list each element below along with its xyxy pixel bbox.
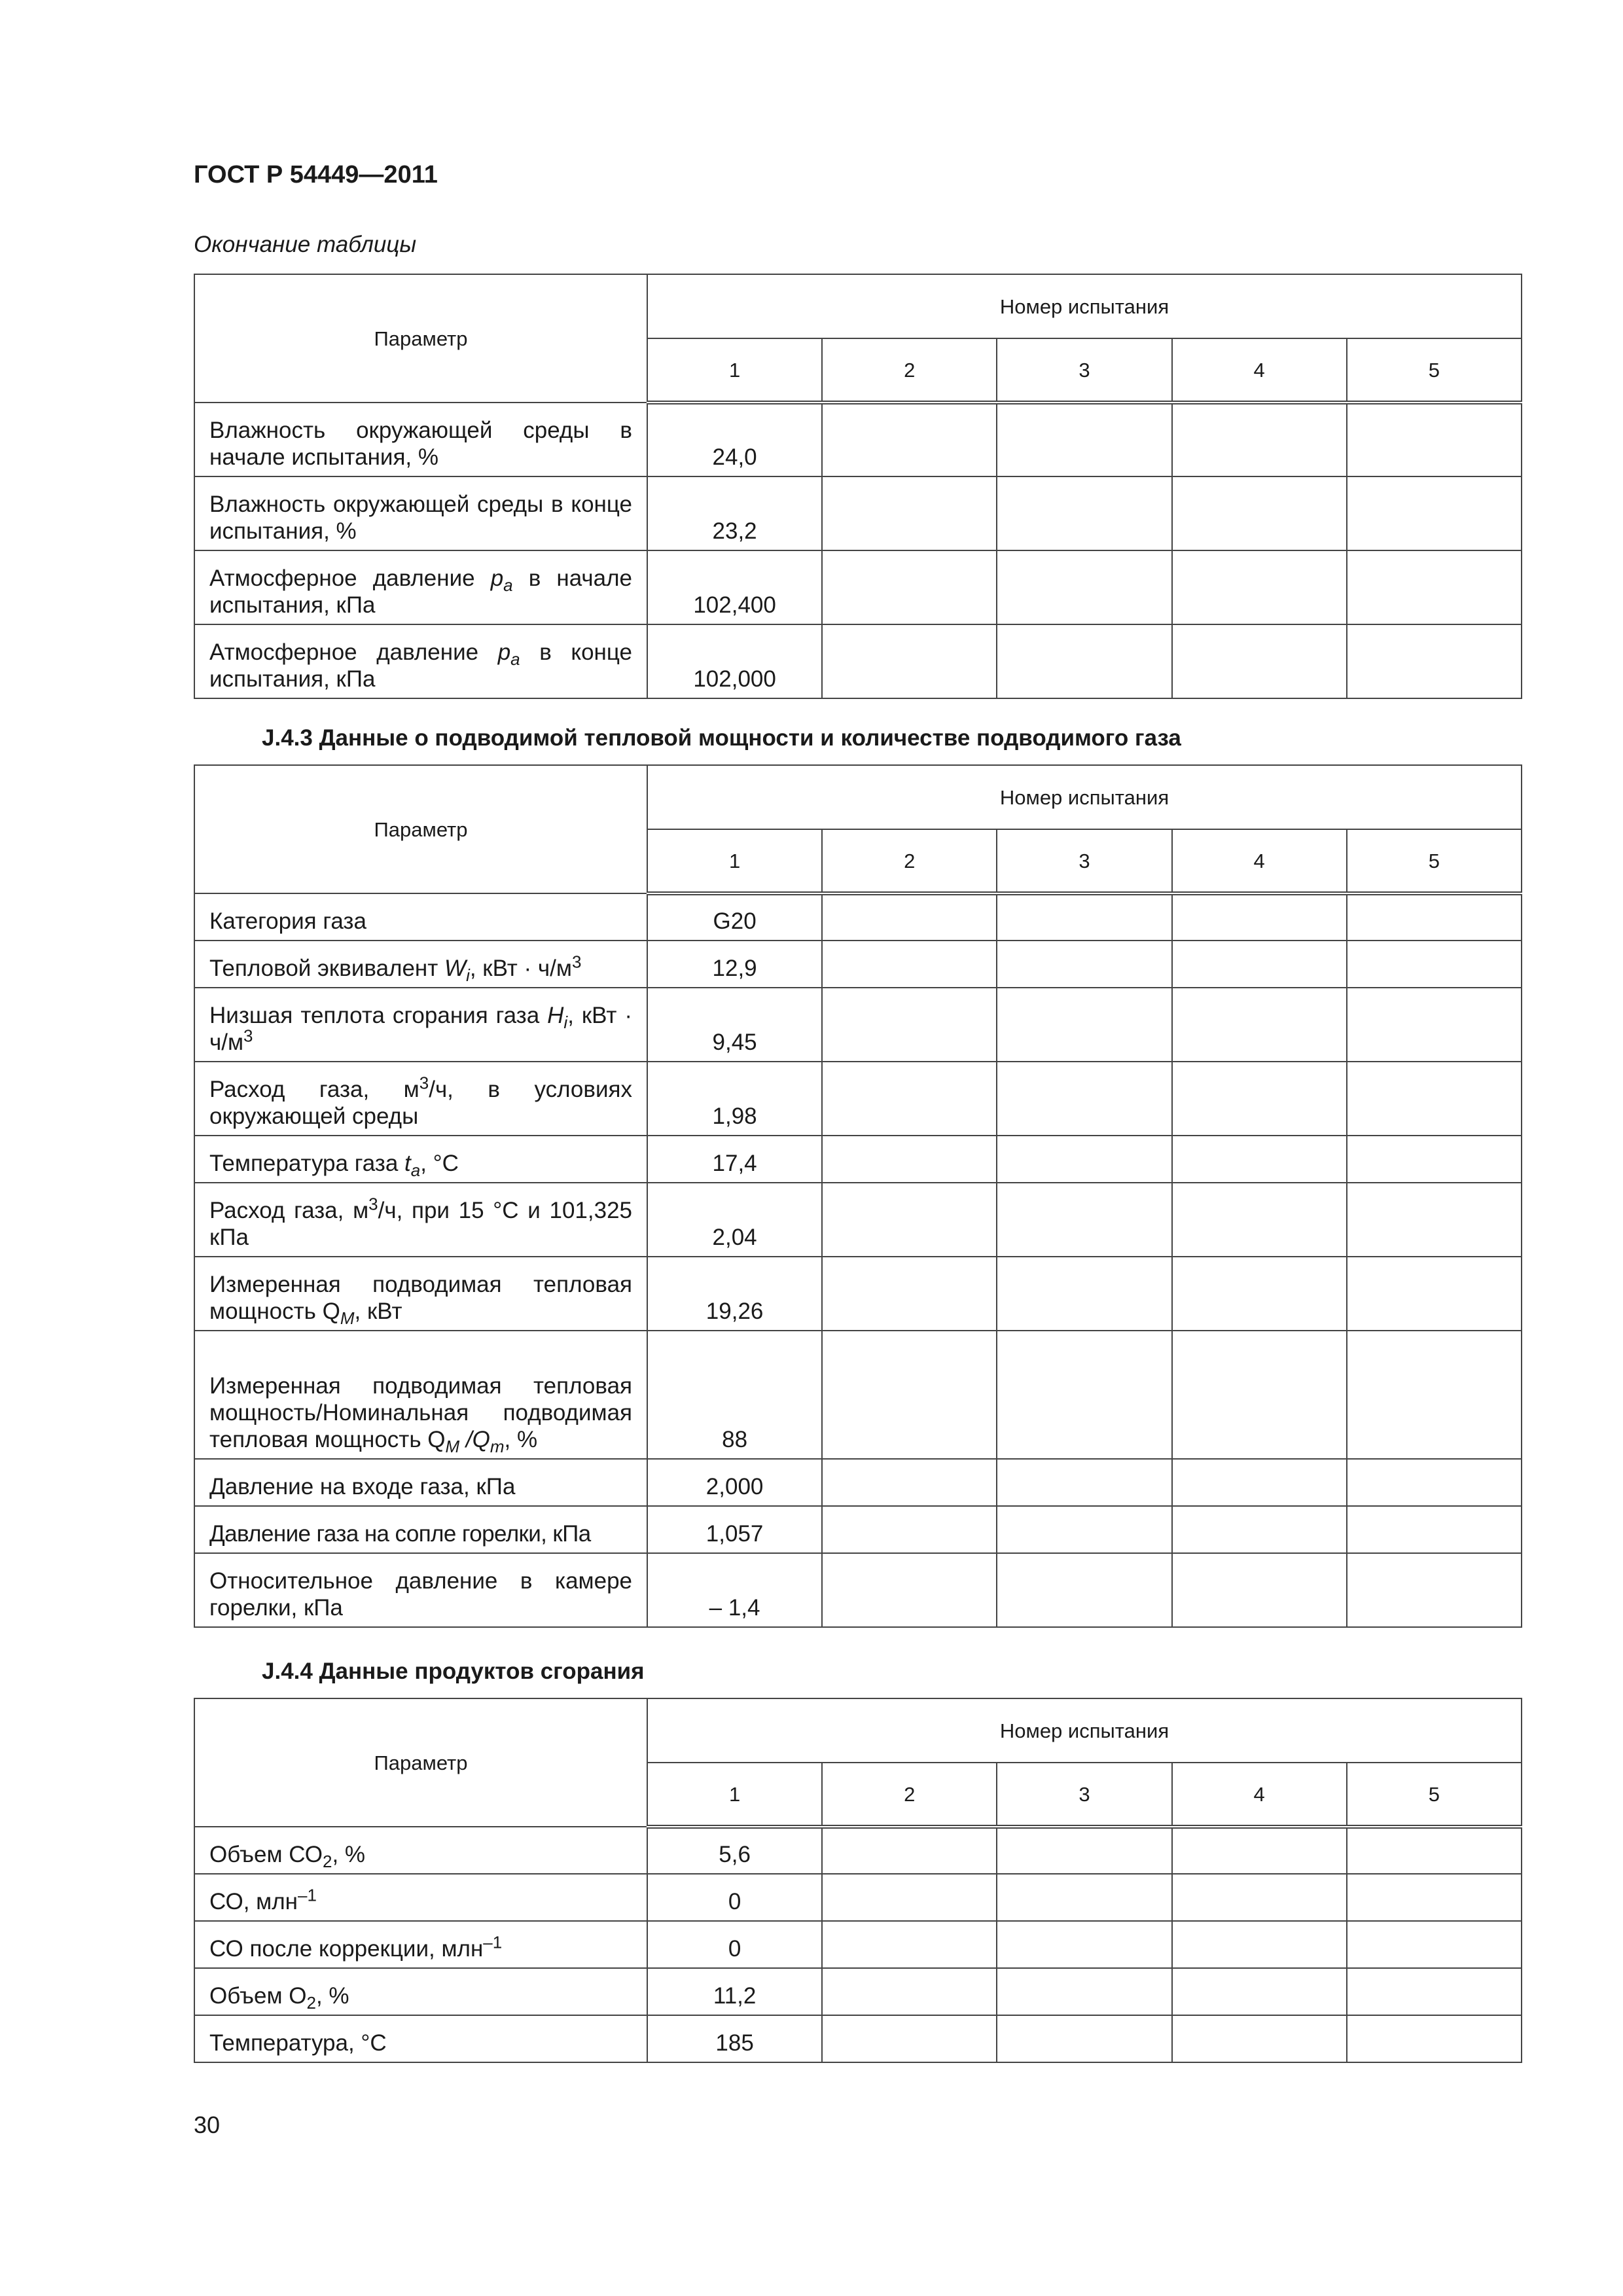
header-test-2: 2	[822, 338, 997, 403]
table-row	[194, 1331, 1522, 1459]
param-pressure-start: Атмосферное давление $p_a$ в начале испытания, кПа	[194, 550, 647, 624]
param-pressure-end: Атмосферное давление $p_a$ в конце испытания, кПа	[194, 624, 647, 698]
section-heading-gas-input: J.4.3 Данные о подводимой тепловой мощности и количестве подводимого газа	[262, 725, 1181, 751]
header-test-5: 5	[1347, 338, 1522, 403]
header-test-4: 4	[1172, 1763, 1347, 1827]
header-test-3: 3	[997, 1763, 1171, 1827]
table-caption: Окончание таблицы	[194, 232, 417, 257]
param-lower-heating-value: Низшая теплота сгорания газа $H_i$, кВт · $ч/м^3$	[194, 988, 647, 1062]
table-row	[194, 1136, 1522, 1183]
value-test-1: 1,057	[647, 1506, 822, 1553]
header-test-number: Номер испытания	[647, 274, 1522, 338]
param-o2-volume: Объем $О_2$, %	[194, 1968, 647, 2015]
table-row	[194, 1921, 1522, 1968]
param-co-corrected: СО после коррекции, млн$^{-1}$	[194, 1921, 647, 1968]
page-number: 30	[194, 2111, 221, 2138]
table-gas-input	[194, 764, 1522, 1628]
param-humidity-end: Влажность окружающей среды в конце испытания, %	[194, 476, 647, 550]
value-test-1: G20	[647, 893, 822, 941]
header-test-1: 1	[647, 1763, 822, 1827]
header-parameter: Параметр	[194, 274, 647, 403]
param-co: СО, млн$^{-1}$	[194, 1874, 647, 1921]
table-row	[194, 1257, 1522, 1331]
section-heading-combustion-products: J.4.4 Данные продуктов сгорания	[262, 1659, 645, 1684]
header-test-1: 1	[647, 829, 822, 893]
param-measured-heat-input: Измеренная подводимая тепловая мощность $Q_M$, кВт	[194, 1257, 647, 1331]
table-row	[194, 1874, 1522, 1921]
value-test-1: 2,04	[647, 1183, 822, 1257]
value-test-1: 0	[647, 1921, 822, 1968]
value-test-1: 19,26	[647, 1257, 822, 1331]
table-row	[194, 550, 1522, 624]
header-test-2: 2	[822, 1763, 997, 1827]
header-test-2: 2	[822, 829, 997, 893]
value-test-1: 0	[647, 1874, 822, 1921]
value-test-1: 24,0	[647, 403, 822, 476]
header-test-4: 4	[1172, 338, 1347, 403]
value-test-1: – 1,4	[647, 1553, 822, 1627]
table-row	[194, 1062, 1522, 1136]
table-row	[194, 624, 1522, 698]
header-test-5: 5	[1347, 829, 1522, 893]
value-test-1: 102,000	[647, 624, 822, 698]
value-test-1: 102,400	[647, 550, 822, 624]
param-co2-volume: Объем $СО_2$, %	[194, 1827, 647, 1874]
value-test-1: 5,6	[647, 1827, 822, 1874]
param-gas-flow-standard: Расход газа, $м^3/ч$, при 15 °С и 101,325 кПа	[194, 1183, 647, 1257]
value-test-1: 23,2	[647, 476, 822, 550]
header-parameter: Параметр	[194, 1698, 647, 1827]
header-test-1: 1	[647, 338, 822, 403]
header-test-5: 5	[1347, 1763, 1522, 1827]
table-row	[194, 476, 1522, 550]
value-test-1: 12,9	[647, 941, 822, 988]
table-row	[194, 1968, 1522, 2015]
param-heat-equivalent: Тепловой эквивалент $W_i$, кВт · $ч/м^3$	[194, 941, 647, 988]
header-parameter: Параметр	[194, 765, 647, 893]
param-gas-temperature: Температура газа $t_a$, °С	[194, 1136, 647, 1183]
param-gas-inlet-pressure: Давление на входе газа, кПа	[194, 1459, 647, 1506]
param-nozzle-pressure: Давление газа на сопле горелки, кПа	[194, 1506, 647, 1553]
table-row	[194, 1183, 1522, 1257]
table-row	[194, 2015, 1522, 2062]
table-row	[194, 1459, 1522, 1506]
table-row	[194, 1827, 1522, 1874]
value-test-1: 2,000	[647, 1459, 822, 1506]
param-humidity-start: Влажность окружающей среды в начале испытания, %	[194, 403, 647, 476]
header-test-number: Номер испытания	[647, 1698, 1522, 1763]
header-test-4: 4	[1172, 829, 1347, 893]
table-row	[194, 941, 1522, 988]
document-code: ГОСТ Р 54449—2011	[194, 161, 438, 188]
table-row	[194, 893, 1522, 941]
param-chamber-relative-pressure: Относительное давление в камере горелки, кПа	[194, 1553, 647, 1627]
table-row	[194, 403, 1522, 476]
value-test-1: 185	[647, 2015, 822, 2062]
param-temperature: Температура, °С	[194, 2015, 647, 2062]
param-heat-input-ratio: Измеренная подводимая тепловая мощность/Номинальная подводимая тепловая мощность $Q_M$ $/Q_m$, %	[194, 1331, 647, 1459]
table-row	[194, 1506, 1522, 1553]
header-test-3: 3	[997, 829, 1171, 893]
param-gas-flow-ambient: Расход газа, $м^3/ч$, в условиях окружающей среды	[194, 1062, 647, 1136]
table-combustion-products	[194, 1698, 1522, 2063]
value-test-1: 11,2	[647, 1968, 822, 2015]
table-row	[194, 1553, 1522, 1627]
header-test-3: 3	[997, 338, 1171, 403]
param-gas-category: Категория газа	[194, 893, 647, 941]
value-test-1: 9,45	[647, 988, 822, 1062]
value-test-1: 17,4	[647, 1136, 822, 1183]
value-test-1: 1,98	[647, 1062, 822, 1136]
header-test-number: Номер испытания	[647, 765, 1522, 829]
value-test-1: 88	[647, 1331, 822, 1459]
table-row	[194, 988, 1522, 1062]
table-humidity-pressure	[194, 274, 1522, 699]
